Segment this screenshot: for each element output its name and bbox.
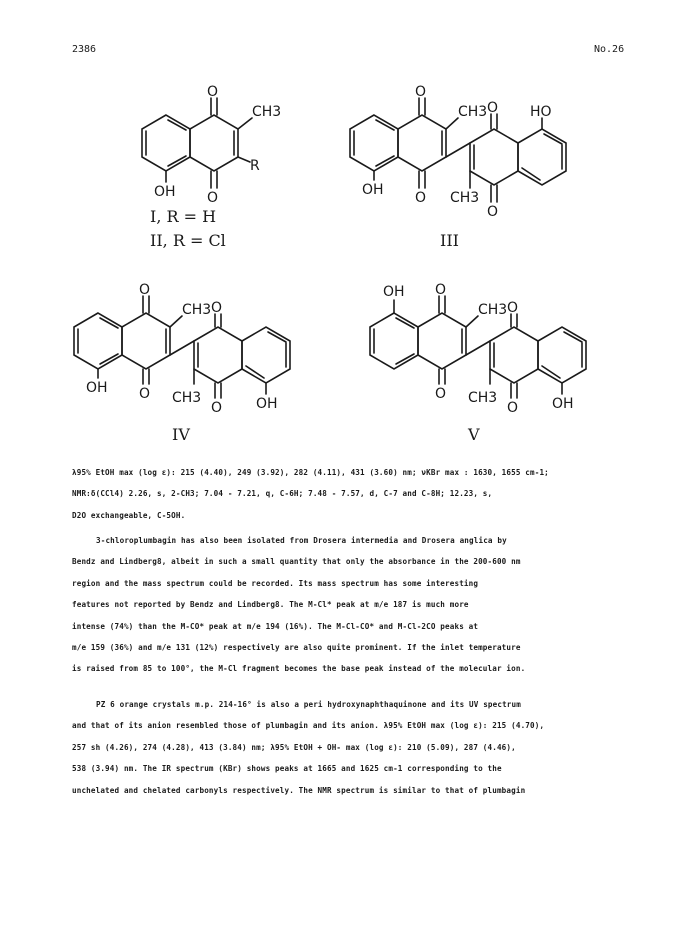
- atom-ch3: CH3: [468, 390, 498, 406]
- text-line: region and the mass spectrum could be recorded. Its mass spectrum has some interesting: [72, 578, 479, 588]
- text-line: features not reported by Bendz and Lindberg8. The M-Cl* peak at m/e 187 is much more: [72, 600, 469, 610]
- compound-label-iii: III: [440, 231, 459, 250]
- atom-o: O: [207, 84, 219, 100]
- text-line: Bendz and Lindberg8, albeit in such a small quantity that only the absorbance in the 200-600 nm: [72, 557, 521, 567]
- atom-o: O: [487, 100, 499, 116]
- atom-o: O: [487, 204, 499, 220]
- atom-oh: OH: [383, 284, 405, 300]
- structure-i-ii-skeleton: [142, 98, 252, 188]
- text-line: NMR:δ(CCl4) 2.26, s, 2-CH3; 7.04 - 7.21, q, C-6H; 7.48 - 7.57, d, C-7 and C-8H; 12.23, s,: [72, 489, 493, 499]
- text-line: intense (74%) than the M-CO* peak at m/e 194 (16%). The M-Cl-CO* and M-Cl-2CO peaks at: [72, 621, 479, 631]
- atom-ch3: CH3: [478, 302, 508, 318]
- text-line: λ95% EtOH max (log ε): 215 (4.40), 249 (3.92), 282 (4.11), 431 (3.60) nm; νKBr max : 1630, 1655 cm-1;: [72, 468, 549, 477]
- compound-label-i: I, R = H: [150, 207, 217, 226]
- atom-o: O: [435, 386, 447, 402]
- atom-o: O: [139, 282, 151, 298]
- atom-ch3: CH3: [450, 190, 480, 206]
- compound-label-ii: II, R = Cl: [150, 231, 226, 250]
- atom-r: R: [250, 158, 260, 174]
- text-line: PZ 6 orange crystals m.p. 214-16° is also a peri hydroxynaphthaquinone and its UV spectrum: [96, 700, 521, 709]
- text-line: m/e 159 (36%) and m/e 131 (12%) respectively are also quite prominent. If the inlet temperature: [72, 643, 521, 653]
- text-line: D2O exchangeable, C-5OH.: [72, 510, 186, 520]
- atom-ho: HO: [530, 104, 552, 120]
- atom-oh: OH: [552, 396, 574, 412]
- text-line: 257 sh (4.26), 274 (4.28), 413 (3.84) nm; λ95% EtOH + OH- max (log ε): 210 (5.09), 287 (4.46),: [72, 742, 516, 752]
- text-line: and that of its anion resembled those of plumbagin and its anion. λ95% EtOH max (log ε): 215 (4.70),: [72, 721, 545, 731]
- atom-o: O: [207, 190, 219, 206]
- chemical-structures-figure: [0, 0, 680, 460]
- text-line: 538 (3.94) nm. The IR spectrum (KBr) shows peaks at 1665 and 1625 cm-1 corresponding to the: [72, 764, 502, 774]
- atom-o: O: [211, 300, 223, 316]
- atom-ch3: CH3: [458, 104, 488, 120]
- atom-o: O: [415, 190, 427, 206]
- atom-o: O: [507, 300, 519, 316]
- paragraph-pz6: [72, 694, 628, 801]
- atom-ch3: CH3: [182, 302, 212, 318]
- atom-o: O: [435, 282, 447, 298]
- atom-o: O: [139, 386, 151, 402]
- atom-o: O: [415, 84, 427, 100]
- text-line: unchelated and chelated carbonyls respectively. The NMR spectrum is similar to that of plumbagin: [72, 785, 526, 795]
- text-line: 3-chloroplumbagin has also been isolated from Drosera intermedia and Drosera anglica by: [96, 536, 507, 545]
- text-line: is raised from 85 to 100°, the M-Cl fragment becomes the base peak instead of the molecular ion.: [72, 664, 526, 674]
- journal-number: No.26: [594, 44, 625, 55]
- atom-o: O: [211, 400, 223, 416]
- atom-oh: OH: [256, 396, 278, 412]
- paragraph-chloroplumbagin: [72, 530, 628, 680]
- atom-ch3: CH3: [172, 390, 202, 406]
- atom-o: O: [507, 400, 519, 416]
- page-number: 2386: [72, 44, 97, 55]
- atom-oh: OH: [362, 182, 384, 198]
- atom-oh: OH: [154, 184, 176, 200]
- compound-label-v: V: [468, 425, 480, 444]
- atom-ch3: CH3: [252, 104, 282, 120]
- atom-oh: OH: [86, 380, 108, 396]
- spectral-data-block: [72, 462, 628, 526]
- compound-label-iv: IV: [172, 425, 190, 444]
